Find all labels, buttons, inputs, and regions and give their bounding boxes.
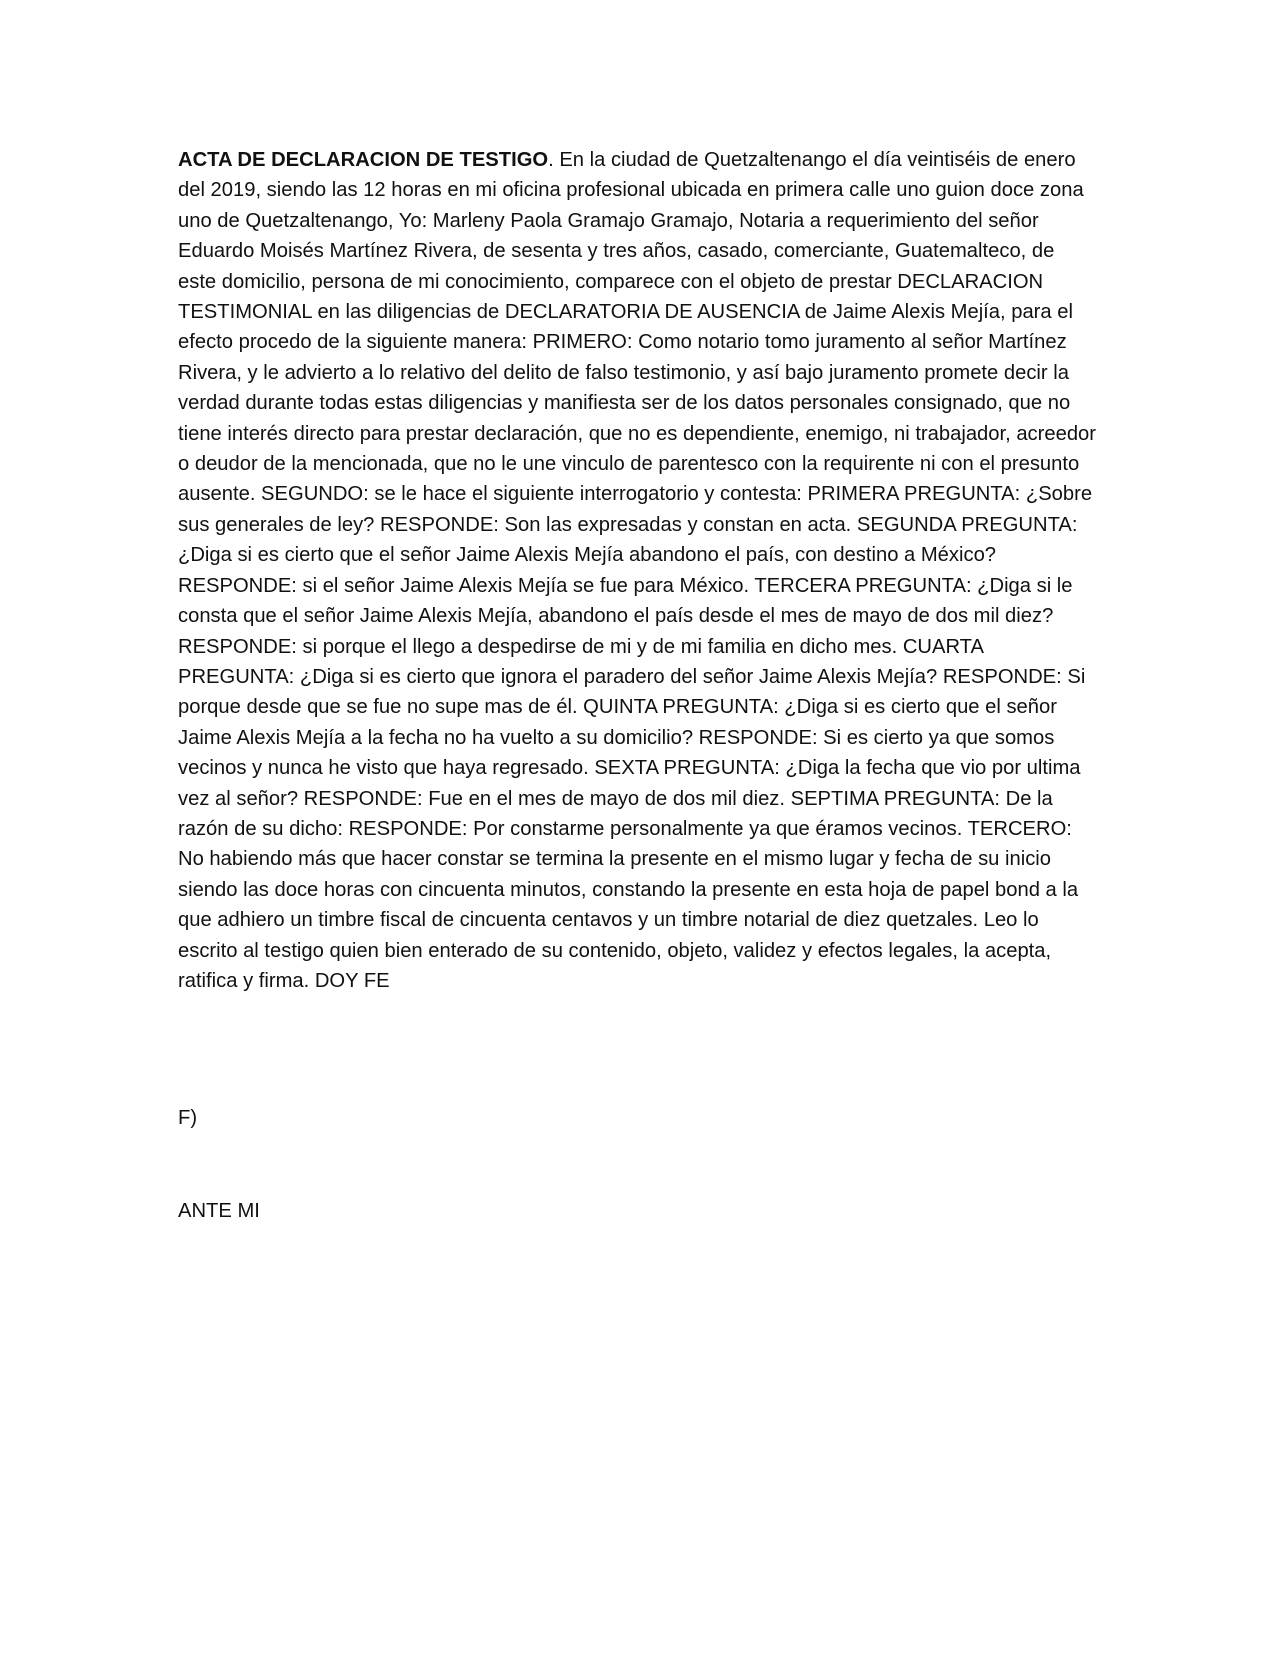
document-body — [178, 145, 1098, 996]
signature-f-label: F) — [178, 1107, 198, 1129]
document-title: ACTA DE DECLARACION DE TESTIGO — [178, 149, 549, 171]
document-body-text: . En la ciudad de Quetzaltenango el día veintiséis de enero del 2019, siendo las 12 horas en mi oficina profesional ubicada en primera calle uno guion doce zona uno de Quetzaltenango, Yo: Marleny Paola Gramajo Gramajo, Notaria a requerimiento del señor Eduardo Moisés Martínez Rivera, de sesenta y tres años, casado, comerciante, Guatemalteco, de este domicilio, persona de mi conocimiento, comparece con el objeto de prestar DECLARACION TESTIMONIAL en las diligencias de DECLARATORIA DE AUSENCIA de Jaime Alexis Mejía, para el efecto procedo de la siguiente manera: PRIMERO: Como notario tomo juramento al señor Martínez Rivera, y le advierto a lo relativo del delito de falso testimonio, y así bajo juramento promete decir la verdad durante todas estas diligencias y manifiesta ser de los datos personales consignado, que no tiene interés directo para prestar declaración, que no es dependiente, enemigo, ni trabajador, acreedor o deudor de la mencionada, que no le une vinculo de parentesco con la requirente ni con el presunto ausente. SEGUNDO: se le hace el siguiente interrogatorio y contesta: PRIMERA PREGUNTA: ¿Sobre sus generales de ley? RESPONDE: Son las expresadas y constan en acta. SEGUNDA PREGUNTA: ¿Diga si es cierto que el señor Jaime Alexis Mejía abandono el país, con destino a México? RESPONDE: si el señor Jaime Alexis Mejía se fue para México. TERCERA PREGUNTA: ¿Diga si le consta que el señor Jaime Alexis Mejía, abandono el país desde el mes de mayo de dos mil diez? RESPONDE: si porque el llego a despedirse de mi y de mi familia en dicho mes. CUARTA PREGUNTA: ¿Diga si es cierto que ignora el paradero del señor Jaime Alexis Mejía? RESPONDE: Si porque desde que se fue no supe mas de él. QUINTA PREGUNTA: ¿Diga si es cierto que el señor Jaime Alexis Mejía a la fecha no ha vuelto a su domicilio? RESPONDE: Si es cierto ya que somos vecinos y nunca he visto que haya regresado. SEXTA PREGUNTA: ¿Diga la fecha que vio por ultima vez al señor? RESPONDE: Fue en el mes de mayo de dos mil diez. SEPTIMA PREGUNTA: De la razón de su dicho: RESPONDE: Por constarme personalmente ya que éramos vecinos. TERCERO: No habiendo más que hacer constar se termina la presente en el mismo lugar y fecha de su inicio siendo las doce horas con cincuenta minutos, constando la presente en esta hoja de papel bond a la que adhiero un timbre fiscal de cincuenta centavos y un timbre notarial de diez quetzales. Leo lo escrito al testigo quien bien enterado de su contenido, objeto, validez y efectos legales, la acepta, ratifica y firma. DOY FE — [178, 149, 1096, 992]
signature-ante-mi-label: ANTE MI — [178, 1200, 260, 1222]
